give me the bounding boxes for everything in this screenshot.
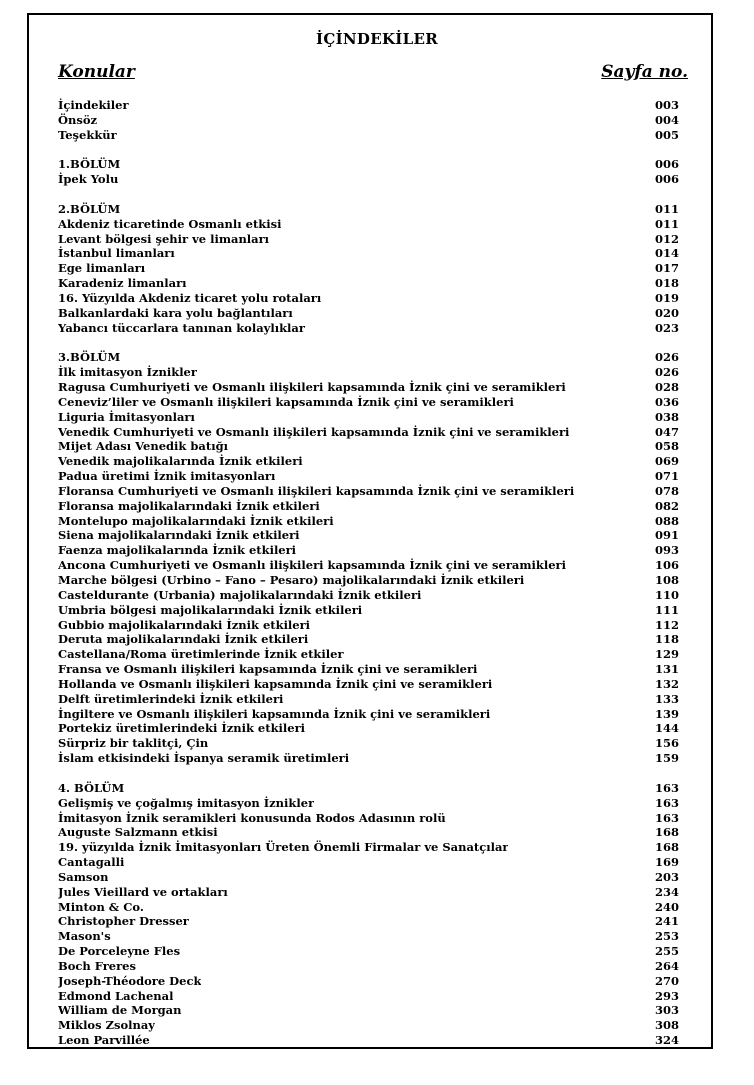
toc-entry-title: Fransa ve Osmanlı ilişkileri kapsamında İznik çini ve seramikleri (58, 662, 478, 677)
toc-entry-page: 014 (654, 246, 679, 261)
toc-entry (58, 246, 679, 261)
toc-entry (58, 321, 679, 336)
toc-entry-page: 131 (654, 662, 679, 677)
toc-entry (58, 232, 679, 247)
toc-entry (58, 365, 679, 380)
toc-entry-title: Boch Freres (58, 958, 136, 973)
toc-entry-title: Edmond Lachenal (58, 988, 174, 1003)
toc-entry (58, 588, 679, 603)
toc-entry-page: 324 (654, 1033, 679, 1048)
toc-entry-title: Ceneviz’liler ve Osmanlı ilişkileri kapsamında İznik çini ve seramikleri (58, 394, 514, 409)
toc-entry (58, 1003, 679, 1018)
toc-entry-title: Padua üretimi İznik imitasyonları (58, 469, 276, 484)
toc-entry-title: William de Morgan (58, 1003, 182, 1018)
toc-entry (58, 454, 679, 469)
toc-entry-page: 018 (654, 276, 679, 291)
toc-entry (58, 113, 679, 128)
toc-entry (58, 707, 679, 722)
toc-entry-title: Jules Vieillard ve ortakları (58, 884, 228, 899)
toc-entry (58, 944, 679, 959)
toc-entry (58, 543, 679, 558)
toc-entry-page: 006 (654, 157, 679, 172)
toc-entry-title: Gubbio majolikalarındaki İznik etkileri (58, 617, 311, 632)
toc-entry (58, 128, 679, 143)
toc-entry (58, 603, 679, 618)
toc-list (58, 98, 679, 1048)
toc-entry-title: Hollanda ve Osmanlı ilişkileri kapsamında İznik çini ve seramikleri (58, 676, 493, 691)
toc-entry-title: Samson (58, 869, 109, 884)
toc-entry-title: Siena majolikalarındaki İznik etkileri (58, 528, 300, 543)
toc-entry-title: İlk imitasyon İznikler (58, 365, 197, 380)
toc-entry-page: 011 (654, 201, 679, 216)
toc-entry-page: 012 (654, 231, 679, 246)
column-header-topics: Konular (58, 62, 135, 82)
toc-entry-title: Mijet Adası Venedik batığı (58, 439, 228, 454)
toc-entry (58, 662, 679, 677)
toc-entry-page: 133 (654, 691, 679, 706)
toc-entry-page: 069 (654, 454, 679, 469)
toc-entry-title: Auguste Salzmann etkisi (58, 825, 218, 840)
toc-entry-title: Joseph-Théodore Deck (58, 973, 202, 988)
toc-entry-page: 159 (654, 751, 679, 766)
toc-entry-page: 264 (654, 958, 679, 973)
toc-entry (58, 202, 679, 217)
toc-entry (58, 1033, 679, 1048)
toc-entry (58, 439, 679, 454)
toc-entry-title: Miklos Zsolnay (58, 1018, 155, 1033)
toc-entry-title: Sürpriz bir taklitçi, Çin (58, 736, 209, 751)
toc-entry-title: De Porceleyne Fles (58, 944, 181, 959)
toc-entry (58, 306, 679, 321)
toc-entry-page: 144 (654, 721, 679, 736)
toc-entry (58, 618, 679, 633)
toc-entry-page: 004 (654, 112, 679, 127)
toc-entry-page: 082 (654, 498, 679, 513)
toc-entry-page: 011 (654, 216, 679, 231)
toc-entry-page: 270 (654, 973, 679, 988)
toc-entry-title: Önsöz (58, 112, 98, 127)
toc-entry (58, 98, 679, 113)
toc-entry-page: 038 (654, 409, 679, 424)
toc-entry-title: Faenza majolikalarında İznik etkileri (58, 543, 297, 558)
toc-entry-title: İngiltere ve Osmanlı ilişkileri kapsamında İznik çini ve seramikleri (58, 706, 491, 721)
toc-entry-page: 036 (654, 394, 679, 409)
toc-entry (58, 751, 679, 766)
toc-entry-page: 303 (654, 1003, 679, 1018)
toc-entry-title: Gelişmiş ve çoğalmış imitasyon İznikler (58, 795, 315, 810)
toc-entry-page: 078 (654, 483, 679, 498)
toc-entry (58, 929, 679, 944)
toc-entry-page: 026 (654, 365, 679, 380)
group-spacer (58, 336, 679, 351)
toc-entry-title: Floransa Cumhuriyeti ve Osmanlı ilişkileri kapsamında İznik çini ve seramikleri (58, 483, 575, 498)
toc-entry-title: Minton & Co. (58, 899, 144, 914)
toc-entry-page: 047 (654, 424, 679, 439)
toc-entry (58, 291, 679, 306)
toc-entry-page: 241 (654, 914, 679, 929)
toc-entry-page: 163 (654, 780, 679, 795)
toc-entry-page: 203 (654, 869, 679, 884)
toc-entry-title: Yabancı tüccarlara tanınan kolaylıklar (58, 320, 305, 335)
toc-entry (58, 172, 679, 187)
toc-entry-title: 2.BÖLÜM (58, 201, 121, 216)
toc-entry-page: 108 (654, 573, 679, 587)
toc-entry-title: 16. Yüzyılda Akdeniz ticaret yolu rotaları (58, 290, 322, 305)
toc-entry (58, 1018, 679, 1033)
toc-entry (58, 276, 679, 291)
toc-entry-title: Mason's (58, 929, 111, 944)
group-spacer (58, 187, 679, 202)
toc-entry-title: Christopher Dresser (58, 914, 189, 929)
toc-entry (58, 736, 679, 751)
toc-entry (58, 959, 679, 974)
toc-entry (58, 558, 679, 573)
toc-entry-title: Venedik majolikalarında İznik etkileri (58, 454, 303, 469)
toc-entry-page: 019 (654, 290, 679, 305)
toc-entry-title: 1.BÖLÜM (58, 157, 121, 172)
toc-entry-page: 163 (654, 795, 679, 810)
toc-entry-title: Portekiz üretimlerindeki İznik etkileri (58, 721, 306, 736)
toc-entry-title: İmitasyon İznik seramikleri konusunda Rodos Adasının rolü (58, 810, 446, 825)
toc-entry-page: 088 (654, 513, 679, 528)
toc-entry (58, 395, 679, 410)
toc-entry (58, 573, 679, 588)
toc-entry (58, 425, 679, 440)
toc-entry-title: Ragusa Cumhuriyeti ve Osmanlı ilişkileri kapsamında İznik çini ve seramikleri (58, 380, 566, 395)
toc-entry (58, 380, 679, 395)
toc-entry-page: 253 (654, 929, 679, 944)
toc-entry (58, 989, 679, 1004)
toc-entry-title: Marche bölgesi (Urbino – Fano – Pesaro) majolikalarındaki İznik etkileri (58, 573, 525, 587)
toc-entry-title: Karadeniz limanları (58, 276, 187, 291)
toc-entry-page: 255 (654, 944, 679, 959)
toc-entry-page: 139 (654, 706, 679, 721)
toc-entry-page: 005 (654, 127, 679, 142)
toc-entry-title: Akdeniz ticaretinde Osmanlı etkisi (58, 216, 282, 231)
toc-entry-title: Balkanlardaki kara yolu bağlantıları (58, 305, 293, 320)
toc-entry (58, 157, 679, 172)
toc-entry (58, 350, 679, 365)
toc-entry (58, 261, 679, 276)
toc-entry-page: 028 (654, 380, 679, 395)
toc-entry (58, 217, 679, 232)
toc-entry (58, 811, 679, 826)
toc-entry (58, 721, 679, 736)
toc-entry-page: 118 (654, 632, 679, 647)
toc-entry (58, 855, 679, 870)
toc-entry-page: 308 (654, 1018, 679, 1033)
toc-entry (58, 514, 679, 529)
toc-entry (58, 825, 679, 840)
toc-entry-title: İslam etkisindeki İspanya seramik üretimleri (58, 751, 350, 766)
toc-entry-page: 156 (654, 736, 679, 751)
toc-entry-title: İçindekiler (58, 98, 129, 112)
toc-entry-title: İpek Yolu (58, 172, 119, 187)
toc-entry-page: 132 (654, 676, 679, 691)
toc-entry (58, 692, 679, 707)
toc-entry-title: Liguria İmitasyonları (58, 409, 195, 424)
toc-entry-page: 163 (654, 810, 679, 825)
toc-entry-page: 106 (654, 558, 679, 573)
toc-entry-page: 168 (654, 840, 679, 855)
toc-entry-title: Deruta majolikalarındaki İznik etkileri (58, 632, 309, 647)
group-spacer (58, 143, 679, 158)
toc-entry-title: Floransa majolikalarındaki İznik etkileri (58, 498, 320, 513)
toc-entry-title: Ege limanları (58, 261, 146, 276)
toc-entry-page: 293 (654, 988, 679, 1003)
toc-entry-title: Delft üretimlerindeki İznik etkileri (58, 691, 284, 706)
toc-entry-page: 110 (654, 587, 679, 602)
toc-entry-page: 017 (654, 261, 679, 276)
toc-entry-title: 3.BÖLÜM (58, 350, 121, 365)
toc-entry (58, 469, 679, 484)
toc-entry-title: 4. BÖLÜM (58, 780, 125, 795)
toc-entry-page: 058 (654, 439, 679, 454)
toc-entry-page: 020 (654, 305, 679, 320)
toc-entry (58, 900, 679, 915)
toc-entry (58, 870, 679, 885)
toc-entry (58, 499, 679, 514)
toc-entry (58, 677, 679, 692)
toc-entry-title: Levant bölgesi şehir ve limanları (58, 231, 270, 246)
toc-entry (58, 781, 679, 796)
toc-entry-page: 023 (654, 320, 679, 335)
page-title: İÇİNDEKİLER (316, 30, 438, 48)
toc-entry (58, 974, 679, 989)
toc-entry (58, 410, 679, 425)
toc-entry-title: Castellana/Roma üretimlerinde İznik etkiler (58, 647, 344, 662)
toc-entry-page: 091 (654, 528, 679, 543)
toc-entry-title: İstanbul limanları (58, 246, 175, 261)
toc-entry-page: 129 (654, 647, 679, 662)
group-spacer (58, 766, 679, 781)
toc-entry-page: 111 (654, 602, 679, 617)
toc-entry-title: Umbria bölgesi majolikalarındaki İznik etkileri (58, 602, 363, 617)
toc-entry-title: Ancona Cumhuriyeti ve Osmanlı ilişkileri kapsamında İznik çini ve seramikleri (58, 558, 566, 573)
toc-entry-page: 003 (654, 98, 679, 112)
toc-entry-title: Teşekkür (58, 127, 117, 142)
toc-entry-page: 026 (654, 350, 679, 365)
toc-entry-title: Leon Parvillée (58, 1033, 150, 1048)
toc-entry-page: 168 (654, 825, 679, 840)
toc-entry-title: Montelupo majolikalarındaki İznik etkileri (58, 513, 334, 528)
toc-entry-page: 006 (654, 172, 679, 187)
toc-entry-title: Casteldurante (Urbania) majolikalarındaki İznik etkileri (58, 587, 422, 602)
toc-entry (58, 632, 679, 647)
toc-entry-title: 19. yüzyılda İznik İmitasyonları Üreten Önemli Firmalar ve Sanatçılar (58, 840, 509, 855)
toc-entry (58, 528, 679, 543)
toc-entry-page: 071 (654, 469, 679, 484)
toc-entry (58, 647, 679, 662)
toc-entry-page: 240 (654, 899, 679, 914)
column-header-page-no: Sayfa no. (601, 62, 688, 82)
toc-entry-page: 112 (654, 617, 679, 632)
toc-entry (58, 914, 679, 929)
toc-entry-title: Venedik Cumhuriyeti ve Osmanlı ilişkileri kapsamında İznik çini ve seramikleri (58, 424, 570, 439)
toc-entry (58, 796, 679, 811)
toc-entry-title: Cantagalli (58, 855, 125, 870)
toc-entry (58, 484, 679, 499)
toc-entry (58, 885, 679, 900)
toc-entry-page: 169 (654, 855, 679, 870)
toc-entry-page: 093 (654, 543, 679, 558)
toc-entry (58, 840, 679, 855)
toc-entry-page: 234 (654, 884, 679, 899)
